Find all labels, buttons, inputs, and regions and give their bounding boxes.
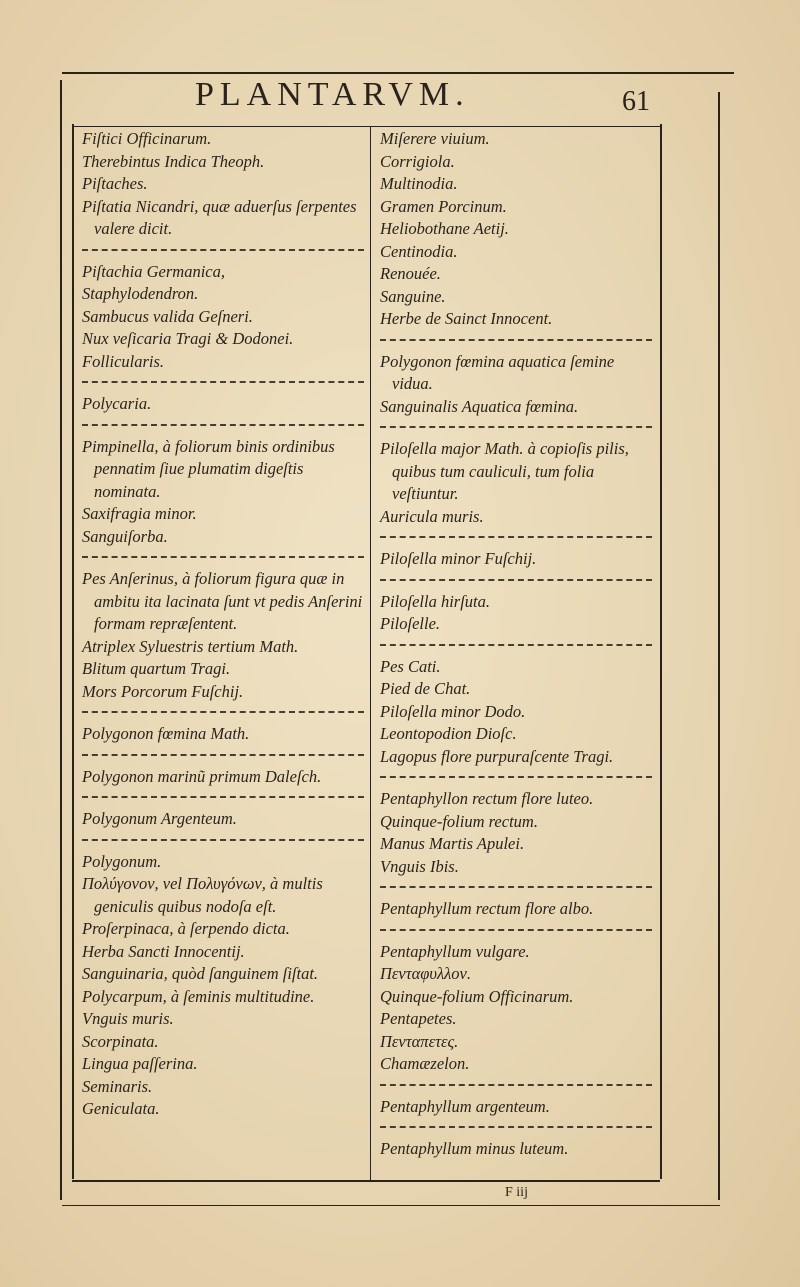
entry-group: [82, 723, 364, 746]
page-number: 61: [622, 86, 650, 117]
plant-name-entry: Chamæzelon.: [380, 1054, 470, 1073]
running-title: PLANTARVM.: [195, 76, 470, 113]
entry-group: [380, 438, 652, 528]
entry-group: [380, 548, 652, 571]
plant-name-entry: Renouée.: [380, 264, 441, 283]
group-separator: [82, 754, 364, 756]
plant-name-entry: Quinque-folium rectum.: [380, 811, 538, 831]
group-separator: [380, 644, 652, 646]
outer-left-rule: [60, 80, 62, 1200]
group-separator: [380, 579, 652, 581]
plant-name-entry: Pentaphyllum argenteum.: [380, 1096, 550, 1116]
plant-name-entry: Quinque-folium Officinarum.: [380, 986, 574, 1006]
plant-name-entry: Centinodia.: [380, 241, 458, 261]
plant-name-entry: Polygonum Argenteum.: [82, 809, 237, 828]
plant-name-entry: Sanguinaria, quòd ſanguinem ſiſtat.: [82, 964, 319, 983]
plant-name-entry: Piſtachia Germanica,: [82, 261, 225, 281]
plant-name-entry: Piſtatia Nicandri, quæ aduerſus ſerpentes valere dicit.: [82, 196, 357, 238]
plant-name-entry: Piloſella hirſuta.: [380, 591, 490, 611]
group-separator: [380, 1084, 652, 1086]
plant-name-entry: Pes Anſerinus, à foliorum figura quæ in ambitu ita lacinata ſunt vt pedis Anſerini formam repræſentent.: [82, 569, 363, 633]
plant-name-entry: Vnguis muris.: [82, 1009, 174, 1028]
plant-name-entry: Sanguine.: [380, 286, 446, 306]
plant-name-entry: Proſerpinaca, à ſerpendo dicta.: [82, 919, 290, 938]
plant-name-entry: Blitum quartum Tragi.: [82, 659, 231, 678]
plant-name-entry: Pes Cati.: [380, 656, 441, 676]
plant-name-entry: Heliobothane Aetij.: [380, 219, 509, 238]
plant-name-entry: Polycarpum, à ſeminis multitudine.: [82, 986, 315, 1006]
group-separator: [380, 426, 652, 428]
entry-group: [380, 898, 652, 921]
entry-group: [380, 656, 652, 769]
plant-name-entry: Sambucus valida Geſneri.: [82, 306, 253, 326]
entry-group: [82, 436, 364, 549]
outer-right-rule: [718, 92, 720, 1200]
entry-group: [380, 351, 652, 419]
plant-name-entry: Pentaphyllum minus luteum.: [380, 1139, 569, 1158]
plant-name-entry: Piloſella minor Dodo.: [380, 701, 526, 721]
plant-name-entry: Atriplex Syluestris tertium Math.: [82, 636, 299, 656]
plant-name-entry: Piſtaches.: [82, 174, 148, 193]
plant-name-entry: Nux veſicaria Tragi & Dodonei.: [82, 329, 294, 348]
plant-name-entry: Pentaphyllum rectum flore albo.: [380, 899, 594, 918]
plant-name-entry: Lingua paſſerina.: [82, 1054, 198, 1073]
plant-name-entry: Polygonon fœmina Math.: [82, 724, 250, 743]
plant-name-entry: Πολύγονον, vel Πολυγόνων, à multis geniculis quibus nodoſa eſt.: [82, 874, 323, 916]
plant-name-entry: Auricula muris.: [380, 506, 484, 526]
entry-group: [380, 788, 652, 878]
signature-mark: F iij: [505, 1185, 528, 1200]
plant-name-entry: Herbe de Sainct Innocent.: [380, 309, 553, 328]
plant-name-entry: Πενταπετες.: [380, 1031, 459, 1051]
plant-name-entry: Miſerere viuium.: [380, 129, 490, 148]
plant-name-entry: Corrigiola.: [380, 151, 455, 171]
group-separator: [380, 776, 652, 778]
group-separator: [82, 839, 364, 841]
plant-name-entry: Pentaphyllon rectum flore luteo.: [380, 789, 594, 808]
group-separator: [380, 339, 652, 341]
right-column: [380, 128, 652, 1161]
group-separator: [380, 886, 652, 888]
plant-name-entry: Πενταφυλλον.: [380, 964, 471, 983]
plant-name-entry: Leontopodion Dioſc.: [380, 724, 517, 743]
plant-name-entry: Pentaphyllum vulgare.: [380, 941, 530, 961]
plant-name-entry: Herba Sancti Innocentij.: [82, 941, 245, 961]
plant-name-entry: Piloſelle.: [380, 614, 441, 633]
plant-name-entry: Scorpinata.: [82, 1031, 159, 1051]
group-separator: [82, 424, 364, 426]
group-separator: [82, 249, 364, 251]
plant-name-entry: Follicularis.: [82, 351, 165, 371]
top-rule: [62, 72, 734, 74]
entry-group: [82, 128, 364, 241]
plant-name-entry: Multinodia.: [380, 174, 458, 193]
plant-name-entry: Pied de Chat.: [380, 679, 471, 698]
group-separator: [82, 796, 364, 798]
left-column: [82, 128, 364, 1121]
plant-name-entry: Fiſtici Officinarum.: [82, 129, 212, 148]
column-divider: [370, 126, 371, 1180]
entry-group: [82, 766, 364, 789]
plant-name-entry: Gramen Porcinum.: [380, 196, 507, 216]
plant-name-entry: Manus Martis Apulei.: [380, 834, 525, 853]
plant-name-entry: Pentapetes.: [380, 1009, 457, 1028]
plant-name-entry: Therebintus Indica Theoph.: [82, 151, 265, 171]
entry-group: [380, 591, 652, 636]
plant-name-entry: Polygonon fœmina aquatica ſemine vidua.: [380, 351, 615, 393]
bottom-rule: [72, 1180, 660, 1182]
plant-name-entry: Sanguiſorba.: [82, 526, 168, 546]
entry-group: [380, 1138, 652, 1161]
plant-name-entry: Vnguis Ibis.: [380, 856, 459, 876]
entry-group: [82, 568, 364, 703]
entry-group: [82, 808, 364, 831]
plant-name-entry: Pimpinella, à foliorum binis ordinibus pennatim ſiue plumatim digeſtis nominata.: [82, 436, 335, 501]
entry-group: [82, 851, 364, 1121]
plant-name-entry: Geniculata.: [82, 1099, 160, 1118]
group-separator: [380, 536, 652, 538]
entry-group: [380, 128, 652, 331]
plant-name-entry: Mors Porcorum Fuſchij.: [82, 681, 244, 701]
plant-name-entry: Saxifragia minor.: [82, 504, 197, 523]
group-separator: [380, 1126, 652, 1128]
group-separator: [82, 381, 364, 383]
plant-name-entry: Polygonum.: [82, 851, 162, 871]
group-separator: [82, 556, 364, 558]
plant-name-entry: Piloſella minor Fuſchij.: [380, 549, 537, 568]
plant-name-entry: Staphylodendron.: [82, 284, 199, 303]
plant-name-entry: Polygonon marinũ primum Daleſch.: [82, 766, 322, 786]
group-separator: [82, 711, 364, 713]
entry-group: [82, 261, 364, 374]
plant-name-entry: Sanguinalis Aquatica fœmina.: [380, 396, 579, 416]
bottom-outer-rule: [62, 1205, 720, 1206]
entry-group: [380, 1096, 652, 1119]
plant-name-entry: Lagopus flore purpuraſcente Tragi.: [380, 746, 614, 766]
plant-name-entry: Polycaria.: [82, 394, 152, 413]
entry-group: [380, 941, 652, 1076]
plant-name-entry: Piloſella major Math. à copioſis pilis, quibus tum cauliculi, tum folia veſtiuntur.: [380, 439, 629, 503]
plant-name-entry: Seminaris.: [82, 1076, 153, 1096]
group-separator: [380, 929, 652, 931]
entry-group: [82, 393, 364, 416]
